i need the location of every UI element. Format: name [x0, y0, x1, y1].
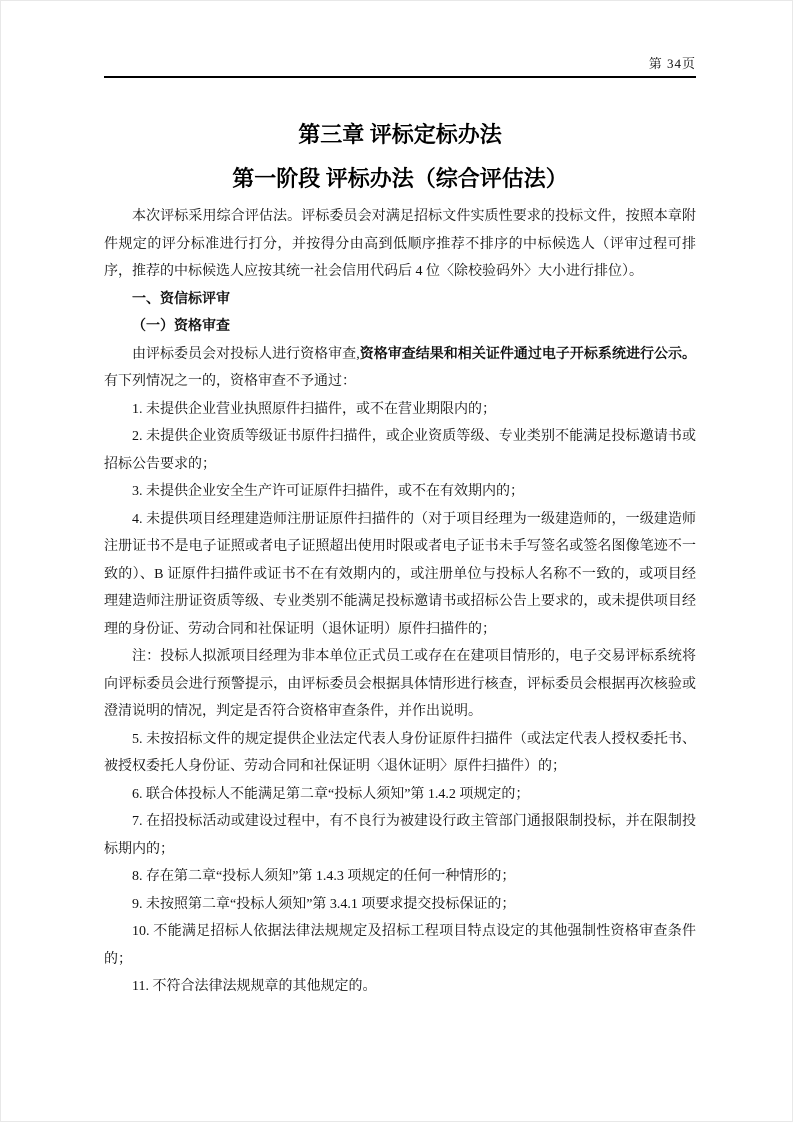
text-segment: 7. 在招投标活动或建设过程中，有不良行为被建设行政主管部门通报限制投标，并在限制投标期内的； — [104, 814, 696, 857]
paragraph — [104, 781, 696, 809]
text-segment: 6. 联合体投标人不能满足第二章“投标人须知”第 1.4.2 项规定的； — [132, 786, 530, 802]
paragraph — [104, 808, 696, 863]
paragraph — [104, 506, 696, 644]
text-segment: 4. 未提供项目经理建造师注册证原件扫描件的（对于项目经理为一级建造师的，一级建造师注册证书不是电子证照或者电子证照超出使用时限或者电子证书未手写签名或签名图像笔迹不一致的）、B 证原件扫描件或证书不在有效期内的，或注册单位与投标人名称不一致的，或项目经理建造师注册证资质等级、专业类别不能满足投标邀请书或招标公告上要求的，或未提供项目经理的身份证、劳动合同和社保证明（退休证明）原件扫描件的； — [104, 511, 696, 637]
paragraph — [104, 203, 696, 286]
paragraph — [104, 396, 696, 424]
paragraph — [104, 423, 696, 478]
section-heading — [104, 286, 696, 314]
chapter-title: 第三章 评标定标办法 — [298, 122, 502, 147]
text-segment: 由评标委员会对投标人进行资格审查, — [132, 346, 360, 362]
text-segment: 1. 未提供企业营业执照原件扫描件，或不在营业期限内的； — [132, 401, 496, 417]
page-header — [104, 53, 696, 78]
paragraph — [104, 973, 696, 1001]
paragraph — [104, 478, 696, 506]
paragraph — [104, 643, 696, 726]
paragraph — [104, 918, 696, 973]
text-segment: 9. 未按照第二章“投标人须知”第 3.4.1 项要求提交投标保证的； — [132, 896, 516, 912]
text-segment: 10. 不能满足招标人依据法律法规规定及招标工程项目特点设定的其他强制性资格审查条件的； — [104, 924, 696, 967]
stage-title: 第一阶段 评标办法（综合评估法） — [232, 166, 568, 191]
bold-text-segment: 一、资信标评审 — [132, 291, 230, 307]
text-segment: 有下列情况之一的，资格审查不予通过： — [104, 374, 356, 389]
text-segment: 2. 未提供企业资质等级证书原件扫描件，或企业资质等级、专业类别不能满足投标邀请书或招标公告要求的； — [104, 429, 696, 472]
bold-text-segment: 资格审查结果和相关证件通过电子开标系统进行公示。 — [359, 346, 697, 362]
section-heading — [104, 313, 696, 341]
text-segment: 8. 存在第二章“投标人须知”第 1.4.3 项规定的任何一种情形的； — [132, 869, 516, 884]
paragraph — [104, 341, 696, 396]
paragraph — [104, 863, 696, 891]
text-segment: 3. 未提供企业安全生产许可证原件扫描件，或不在有效期内的； — [132, 484, 524, 499]
bold-text-segment: （一）资格审查 — [132, 319, 230, 334]
paragraph — [104, 726, 696, 781]
text-segment: 本次评标采用综合评估法。评标委员会对满足招标文件实质性要求的投标文件，按照本章附件规定的评分标准进行打分，并按得分由高到低顺序推荐不排序的中标候选人（评审过程可排序，推荐的中标候选人应按其统一社会信用代码后 4 位〈除校验码外〉大小进行排位）。 — [104, 209, 696, 279]
document-body — [104, 203, 696, 1001]
text-segment: 5. 未按招标文件的规定提供企业法定代表人身份证原件扫描件（或法定代表人授权委托书、被授权委托人身份证、劳动合同和社保证明〈退休证明〉原件扫描件）的； — [104, 731, 696, 774]
text-segment: 注：投标人拟派项目经理为非本单位正式员工或存在在建项目情形的，电子交易评标系统将向评标委员会进行预警提示，由评标委员会根据具体情形进行核查，评标委员会根据再次核验或澄清说明的情况，判定是否符合资格审查条件，并作出说明。 — [104, 649, 696, 719]
page-number: 第 34页 — [648, 56, 696, 71]
paragraph — [104, 891, 696, 919]
text-segment: 11. 不符合法律法规规章的其他规定的。 — [132, 979, 377, 994]
